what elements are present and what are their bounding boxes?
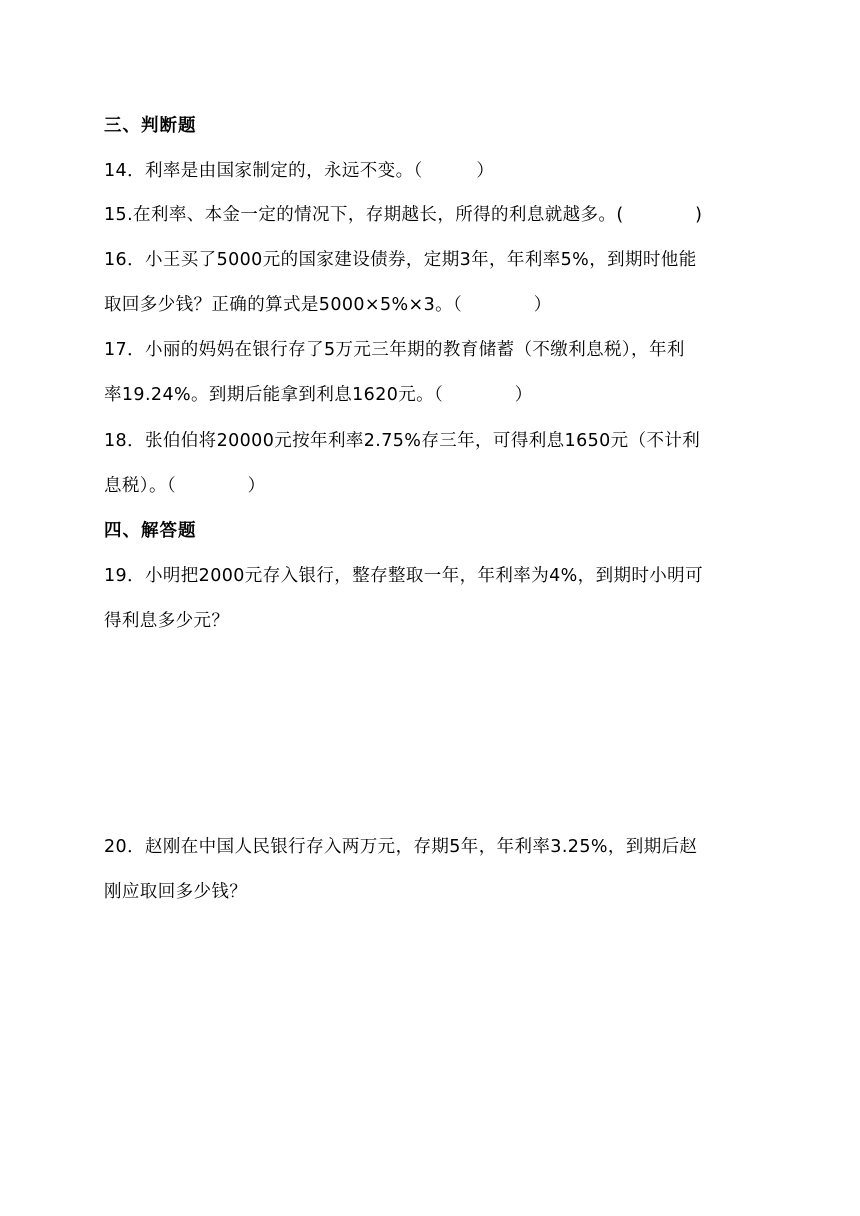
question-18-line-1: 18．张伯伯将20000元按年利率2.75%存三年，可得利息1650元（不计利 — [104, 431, 701, 451]
question-17-line-2: 率19.24%。到期后能拿到利息1620元。（ ） — [104, 385, 533, 405]
question-16-line-2: 取回多少钱？正确的算式是5000×5%×3。（ ） — [104, 295, 552, 315]
question-14: 14．利率是由国家制定的，永远不变。（ ） — [104, 161, 495, 181]
question-19-line-1: 19．小明把2000元存入银行，整存整取一年，年利率为4%，到期时小明可 — [104, 566, 703, 586]
section-title-judgement: 三、判断题 — [104, 116, 197, 136]
question-17-line-1: 17．小丽的妈妈在银行存了5万元三年期的教育储蓄（不缴利息税），年利 — [104, 340, 685, 360]
question-16-line-1: 16．小王买了5000元的国家建设债券，定期3年，年利率5%，到期时他能 — [104, 250, 697, 270]
section-title-answer: 四、解答题 — [104, 521, 197, 541]
question-15: 15.在利率、本金一定的情况下，存期越长，所得的利息就越多。( ) — [104, 205, 703, 225]
question-20-line-1: 20．赵刚在中国人民银行存入两万元，存期5年，年利率3.25%，到期后赵 — [104, 837, 698, 857]
question-20-line-2: 刚应取回多少钱？ — [104, 882, 248, 902]
question-19-line-2: 得利息多少元？ — [104, 611, 230, 631]
question-18-line-2: 息税）。（ ） — [104, 476, 266, 496]
